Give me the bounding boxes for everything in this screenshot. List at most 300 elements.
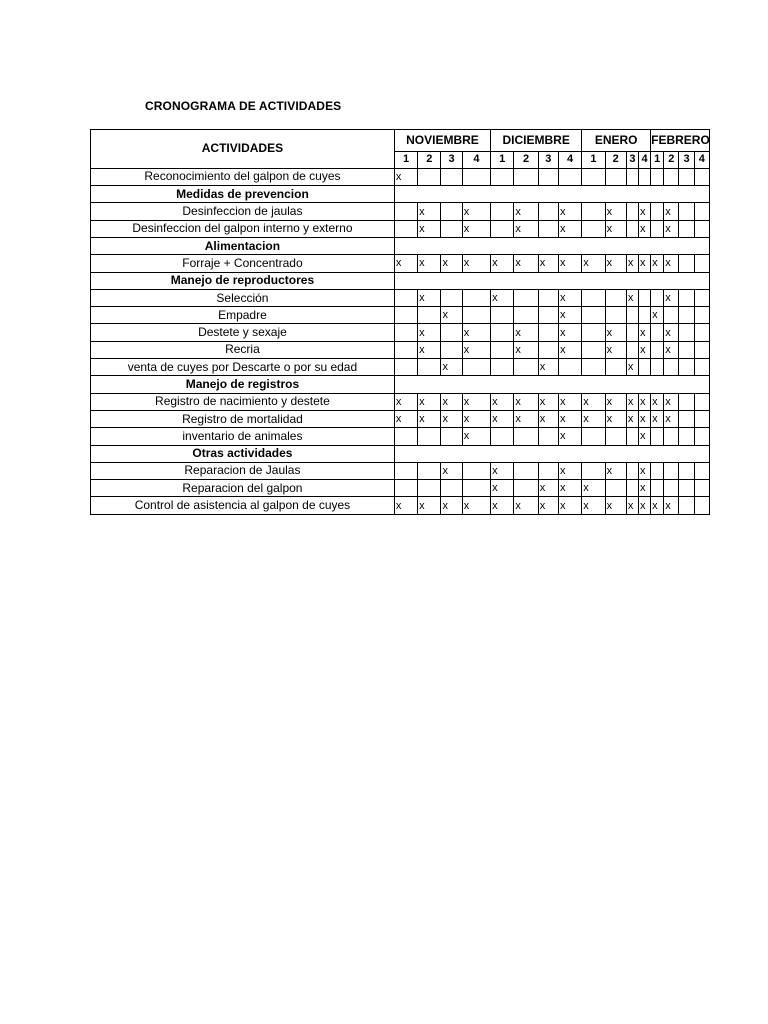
schedule-mark: x	[664, 220, 679, 237]
schedule-cell	[664, 359, 679, 376]
schedule-mark: x	[638, 462, 650, 479]
schedule-mark: x	[558, 393, 581, 410]
schedule-cell	[694, 168, 709, 185]
schedule-cell	[491, 203, 514, 220]
schedule-mark: x	[418, 341, 441, 358]
week-header: 4	[638, 151, 650, 168]
schedule-mark: x	[651, 497, 664, 514]
schedule-cell	[491, 168, 514, 185]
schedule-mark: x	[558, 307, 581, 324]
schedule-cell	[626, 480, 638, 497]
schedule-mark: x	[418, 255, 441, 272]
schedule-cell	[418, 462, 441, 479]
section-label: Otras actividades	[91, 445, 395, 462]
schedule-mark: x	[626, 393, 638, 410]
schedule-cell	[694, 255, 709, 272]
schedule-cell	[441, 168, 462, 185]
schedule-cell	[394, 462, 417, 479]
schedule-mark: x	[651, 410, 664, 427]
schedule-mark: x	[558, 203, 581, 220]
schedule-mark: x	[558, 324, 581, 341]
schedule-cell	[664, 307, 679, 324]
schedule-mark: x	[514, 410, 538, 427]
schedule-mark: x	[394, 497, 417, 514]
schedule-mark: x	[626, 255, 638, 272]
week-header: 4	[462, 151, 490, 168]
schedule-cell	[582, 203, 605, 220]
week-header: 3	[626, 151, 638, 168]
schedule-cell	[582, 307, 605, 324]
schedule-cell	[694, 307, 709, 324]
schedule-cell	[462, 289, 490, 306]
schedule-cell	[582, 220, 605, 237]
schedule-cell	[694, 341, 709, 358]
schedule-mark: x	[462, 341, 490, 358]
schedule-cell	[679, 203, 694, 220]
schedule-mark: x	[558, 480, 581, 497]
schedule-cell	[694, 359, 709, 376]
header-row-months	[91, 130, 710, 152]
schedule-mark: x	[582, 255, 605, 272]
schedule-mark: x	[462, 393, 490, 410]
schedule-cell	[491, 341, 514, 358]
schedule-cell	[651, 168, 664, 185]
activity-label: inventario de animales	[91, 428, 395, 445]
schedule-mark: x	[418, 289, 441, 306]
schedule-cell	[651, 480, 664, 497]
schedule-cell	[638, 307, 650, 324]
schedule-mark: x	[538, 359, 558, 376]
schedule-cell	[651, 289, 664, 306]
page-title: CRONOGRAMA DE ACTIVIDADES	[145, 99, 342, 113]
schedule-cell	[538, 462, 558, 479]
schedule-cell	[582, 168, 605, 185]
schedule-cell	[491, 428, 514, 445]
activity-row	[91, 168, 710, 185]
week-header: 3	[679, 151, 694, 168]
section-blank	[394, 272, 709, 289]
activity-label: Reparacion de Jaulas	[91, 462, 395, 479]
section-label: Manejo de registros	[91, 376, 395, 393]
schedule-mark: x	[514, 324, 538, 341]
schedule-cell	[582, 324, 605, 341]
month-header: DICIEMBRE	[491, 130, 582, 152]
schedule-cell	[441, 203, 462, 220]
schedule-cell	[679, 462, 694, 479]
schedule-mark: x	[418, 497, 441, 514]
schedule-cell	[418, 168, 441, 185]
schedule-mark: x	[514, 255, 538, 272]
schedule-cell	[582, 289, 605, 306]
week-header: 1	[394, 151, 417, 168]
schedule-table	[90, 129, 710, 515]
schedule-cell	[462, 168, 490, 185]
schedule-cell	[694, 428, 709, 445]
activity-label: Destete y sexaje	[91, 324, 395, 341]
schedule-mark: x	[538, 480, 558, 497]
schedule-cell	[664, 480, 679, 497]
schedule-mark: x	[441, 497, 462, 514]
section-label: Alimentacion	[91, 237, 395, 254]
schedule-mark: x	[418, 203, 441, 220]
schedule-mark: x	[491, 462, 514, 479]
schedule-mark: x	[462, 324, 490, 341]
schedule-cell	[394, 203, 417, 220]
schedule-cell	[679, 255, 694, 272]
schedule-mark: x	[441, 359, 462, 376]
week-header: 1	[651, 151, 664, 168]
schedule-cell	[679, 168, 694, 185]
schedule-cell	[605, 359, 626, 376]
schedule-mark: x	[514, 203, 538, 220]
schedule-mark: x	[491, 289, 514, 306]
schedule-table-container	[90, 129, 710, 521]
schedule-mark: x	[605, 324, 626, 341]
schedule-cell	[651, 341, 664, 358]
schedule-cell	[664, 428, 679, 445]
week-header: 4	[694, 151, 709, 168]
schedule-mark: x	[441, 410, 462, 427]
week-header: 2	[605, 151, 626, 168]
schedule-mark: x	[441, 307, 462, 324]
schedule-cell	[514, 168, 538, 185]
schedule-mark: x	[418, 324, 441, 341]
schedule-mark: x	[664, 497, 679, 514]
schedule-cell	[538, 203, 558, 220]
schedule-cell	[605, 168, 626, 185]
schedule-cell	[514, 462, 538, 479]
schedule-mark: x	[664, 410, 679, 427]
schedule-mark: x	[441, 393, 462, 410]
schedule-mark: x	[605, 410, 626, 427]
schedule-cell	[694, 480, 709, 497]
activity-label: Selección	[91, 289, 395, 306]
section-blank	[394, 376, 709, 393]
month-header: ENERO	[582, 130, 651, 152]
schedule-cell	[394, 307, 417, 324]
week-header: 1	[582, 151, 605, 168]
schedule-cell	[605, 307, 626, 324]
week-header: 1	[491, 151, 514, 168]
schedule-cell	[394, 220, 417, 237]
schedule-mark: x	[638, 410, 650, 427]
schedule-cell	[462, 307, 490, 324]
activity-row	[91, 203, 710, 220]
schedule-cell	[679, 410, 694, 427]
schedule-cell	[491, 324, 514, 341]
schedule-mark: x	[605, 220, 626, 237]
schedule-cell	[694, 324, 709, 341]
schedule-cell	[651, 359, 664, 376]
activity-row	[91, 307, 710, 324]
schedule-mark: x	[558, 220, 581, 237]
schedule-cell	[694, 462, 709, 479]
schedule-cell	[558, 168, 581, 185]
schedule-cell	[605, 289, 626, 306]
activity-label: Registro de mortalidad	[91, 410, 395, 427]
schedule-mark: x	[638, 428, 650, 445]
schedule-cell	[626, 168, 638, 185]
schedule-mark: x	[462, 410, 490, 427]
schedule-mark: x	[582, 393, 605, 410]
schedule-cell	[538, 220, 558, 237]
schedule-cell	[626, 462, 638, 479]
schedule-mark: x	[558, 410, 581, 427]
schedule-mark: x	[462, 497, 490, 514]
schedule-mark: x	[491, 497, 514, 514]
schedule-cell	[694, 289, 709, 306]
schedule-mark: x	[664, 203, 679, 220]
schedule-mark: x	[664, 324, 679, 341]
schedule-mark: x	[605, 255, 626, 272]
section-blank	[394, 186, 709, 203]
schedule-cell	[418, 359, 441, 376]
schedule-cell	[538, 341, 558, 358]
activity-row	[91, 428, 710, 445]
schedule-cell	[462, 359, 490, 376]
section-blank	[394, 237, 709, 254]
schedule-cell	[638, 168, 650, 185]
schedule-cell	[694, 203, 709, 220]
schedule-mark: x	[626, 289, 638, 306]
schedule-cell	[394, 289, 417, 306]
schedule-cell	[626, 341, 638, 358]
schedule-mark: x	[514, 393, 538, 410]
activity-label: Control de asistencia al galpon de cuyes	[91, 497, 395, 514]
schedule-cell	[664, 462, 679, 479]
activity-label: Registro de nacimiento y destete	[91, 393, 395, 410]
schedule-mark: x	[491, 255, 514, 272]
activities-header: ACTIVIDADES	[91, 130, 395, 169]
schedule-mark: x	[538, 497, 558, 514]
activity-row	[91, 410, 710, 427]
schedule-cell	[441, 341, 462, 358]
schedule-cell	[679, 480, 694, 497]
schedule-cell	[679, 359, 694, 376]
schedule-mark: x	[651, 255, 664, 272]
schedule-mark: x	[605, 497, 626, 514]
schedule-cell	[626, 428, 638, 445]
activity-row	[91, 324, 710, 341]
schedule-mark: x	[558, 462, 581, 479]
schedule-mark: x	[638, 203, 650, 220]
activity-row	[91, 359, 710, 376]
month-header: FEBRERO	[651, 130, 710, 152]
schedule-cell	[538, 307, 558, 324]
schedule-cell	[394, 428, 417, 445]
schedule-mark: x	[626, 497, 638, 514]
schedule-cell	[491, 359, 514, 376]
activity-row	[91, 462, 710, 479]
schedule-cell	[441, 480, 462, 497]
activity-label: Reparacion del galpon	[91, 480, 395, 497]
schedule-mark: x	[638, 480, 650, 497]
activity-row	[91, 341, 710, 358]
schedule-cell	[679, 341, 694, 358]
schedule-mark: x	[626, 410, 638, 427]
month-header: NOVIEMBRE	[394, 130, 490, 152]
schedule-cell	[679, 497, 694, 514]
schedule-cell	[638, 359, 650, 376]
schedule-mark: x	[418, 410, 441, 427]
schedule-mark: x	[558, 497, 581, 514]
schedule-mark: x	[394, 255, 417, 272]
schedule-mark: x	[462, 203, 490, 220]
schedule-cell	[491, 220, 514, 237]
schedule-cell	[394, 359, 417, 376]
section-row	[91, 376, 710, 393]
section-row	[91, 186, 710, 203]
schedule-cell	[441, 324, 462, 341]
schedule-mark: x	[638, 220, 650, 237]
schedule-mark: x	[638, 341, 650, 358]
schedule-mark: x	[582, 480, 605, 497]
section-row	[91, 272, 710, 289]
activity-row	[91, 393, 710, 410]
schedule-cell	[418, 307, 441, 324]
activity-label: Empadre	[91, 307, 395, 324]
schedule-cell	[694, 497, 709, 514]
schedule-cell	[441, 428, 462, 445]
schedule-cell	[462, 480, 490, 497]
schedule-cell	[538, 324, 558, 341]
schedule-cell	[679, 289, 694, 306]
schedule-cell	[694, 393, 709, 410]
week-header: 3	[538, 151, 558, 168]
schedule-mark: x	[441, 462, 462, 479]
schedule-cell	[514, 428, 538, 445]
schedule-mark: x	[394, 168, 417, 185]
schedule-mark: x	[582, 410, 605, 427]
schedule-cell	[679, 324, 694, 341]
activity-label: venta de cuyes por Descarte o por su edad	[91, 359, 395, 376]
schedule-cell	[679, 428, 694, 445]
schedule-mark: x	[626, 359, 638, 376]
schedule-cell	[651, 428, 664, 445]
schedule-mark: x	[462, 428, 490, 445]
schedule-cell	[626, 220, 638, 237]
schedule-mark: x	[394, 393, 417, 410]
schedule-cell	[514, 480, 538, 497]
schedule-mark: x	[605, 393, 626, 410]
schedule-cell	[651, 203, 664, 220]
schedule-cell	[651, 220, 664, 237]
schedule-cell	[651, 462, 664, 479]
schedule-mark: x	[605, 341, 626, 358]
schedule-mark: x	[638, 255, 650, 272]
schedule-cell	[582, 462, 605, 479]
schedule-cell	[394, 480, 417, 497]
schedule-cell	[626, 307, 638, 324]
schedule-cell	[638, 289, 650, 306]
schedule-mark: x	[538, 255, 558, 272]
activity-label: Desinfeccion del galpon interno y externo	[91, 220, 395, 237]
schedule-cell	[462, 462, 490, 479]
schedule-mark: x	[394, 410, 417, 427]
schedule-mark: x	[538, 393, 558, 410]
schedule-cell	[582, 359, 605, 376]
schedule-mark: x	[664, 255, 679, 272]
schedule-mark: x	[514, 220, 538, 237]
activity-row	[91, 220, 710, 237]
section-label: Medidas de prevencion	[91, 186, 395, 203]
schedule-cell	[418, 480, 441, 497]
activity-row	[91, 480, 710, 497]
activity-label: Recria	[91, 341, 395, 358]
schedule-mark: x	[462, 255, 490, 272]
schedule-mark: x	[418, 393, 441, 410]
week-header: 2	[664, 151, 679, 168]
schedule-cell	[605, 428, 626, 445]
schedule-mark: x	[491, 480, 514, 497]
section-blank	[394, 445, 709, 462]
schedule-mark: x	[491, 393, 514, 410]
week-header: 2	[514, 151, 538, 168]
schedule-cell	[418, 428, 441, 445]
schedule-mark: x	[638, 393, 650, 410]
section-row	[91, 445, 710, 462]
section-row	[91, 237, 710, 254]
schedule-mark: x	[558, 255, 581, 272]
activity-label: Forraje + Concentrado	[91, 255, 395, 272]
activity-label: Reconocimiento del galpon de cuyes	[91, 168, 395, 185]
schedule-cell	[394, 341, 417, 358]
schedule-cell	[514, 307, 538, 324]
schedule-cell	[605, 480, 626, 497]
schedule-mark: x	[514, 341, 538, 358]
schedule-cell	[538, 168, 558, 185]
week-header: 3	[441, 151, 462, 168]
schedule-cell	[538, 289, 558, 306]
activity-row	[91, 289, 710, 306]
schedule-cell	[582, 341, 605, 358]
schedule-mark: x	[638, 497, 650, 514]
schedule-mark: x	[462, 220, 490, 237]
schedule-mark: x	[651, 307, 664, 324]
schedule-mark: x	[538, 410, 558, 427]
schedule-cell	[664, 168, 679, 185]
schedule-cell	[491, 307, 514, 324]
schedule-cell	[679, 307, 694, 324]
schedule-mark: x	[491, 410, 514, 427]
schedule-mark: x	[441, 255, 462, 272]
schedule-cell	[558, 359, 581, 376]
schedule-cell	[441, 220, 462, 237]
schedule-mark: x	[638, 324, 650, 341]
schedule-cell	[394, 324, 417, 341]
schedule-mark: x	[558, 428, 581, 445]
schedule-mark: x	[514, 497, 538, 514]
activity-row	[91, 255, 710, 272]
schedule-mark: x	[664, 341, 679, 358]
week-header: 2	[418, 151, 441, 168]
schedule-mark: x	[582, 497, 605, 514]
schedule-cell	[626, 324, 638, 341]
activity-label: Desinfeccion de jaulas	[91, 203, 395, 220]
schedule-cell	[694, 410, 709, 427]
schedule-cell	[538, 428, 558, 445]
schedule-cell	[514, 289, 538, 306]
schedule-mark: x	[605, 462, 626, 479]
section-label: Manejo de reproductores	[91, 272, 395, 289]
schedule-mark: x	[651, 393, 664, 410]
schedule-cell	[679, 393, 694, 410]
schedule-mark: x	[605, 203, 626, 220]
schedule-cell	[626, 203, 638, 220]
schedule-cell	[651, 324, 664, 341]
schedule-mark: x	[558, 341, 581, 358]
schedule-mark: x	[418, 220, 441, 237]
